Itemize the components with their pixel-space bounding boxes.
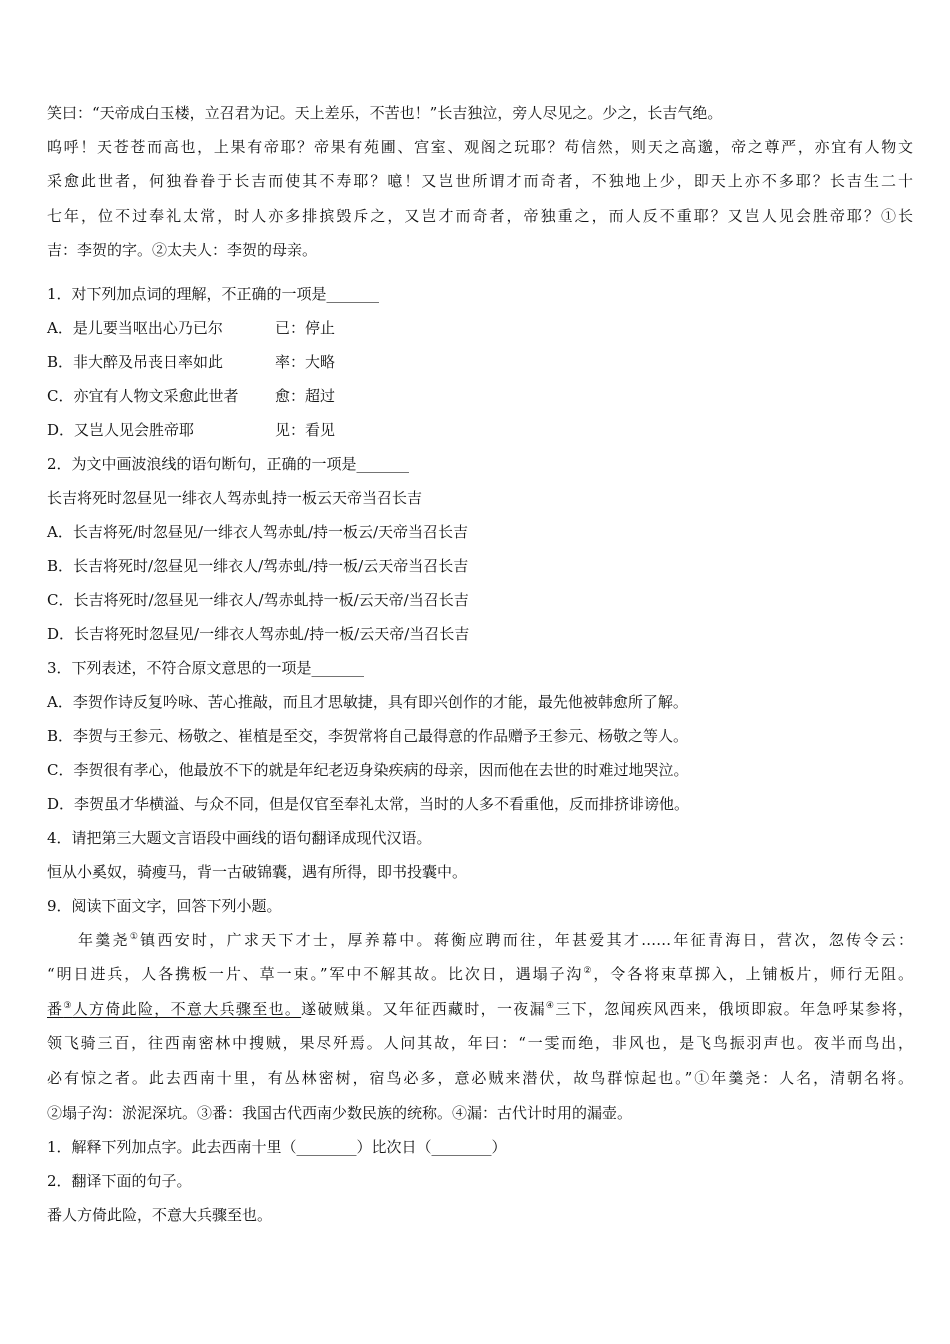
question-9-sub-1: 1．解释下列加点字。此去西南十里（________）比次日（________）: [47, 1138, 507, 1156]
question-4-sentence: 恒从小奚奴，骑瘦马，背一古破锦囊，遇有所得，即书投囊中。: [47, 863, 468, 881]
question-1-option-a: [47, 318, 913, 338]
text-run: 三下，忽闻疾风西来，俄顷即寂。年急呼某参将，: [555, 1000, 913, 1018]
option-gloss: 愈：超过: [275, 387, 336, 405]
question-1-stem: 1．对下列加点词的理解，不正确的一项是_______: [47, 285, 380, 303]
text-run: ，令各将束草掷入，上铺板片，师行无阻。: [593, 965, 913, 983]
footnote-marker: ③: [63, 1001, 73, 1011]
option-gloss: 已：停止: [275, 319, 336, 337]
question-4-stem: 4．请把第三大题文言语段中画线的语句翻译成现代汉语。: [47, 829, 432, 847]
passage-line: 七年，位不过奉礼太常，时人亦多排摈毁斥之，又岂才而奇者，帝独重之，而人反不重耶？又岂人见会胜帝耶？①长: [47, 207, 913, 225]
question-1-option-c: [47, 386, 913, 406]
text-run: “明日进兵，人各携板一片、草一束。”军中不解其故。比次日，遇塌子沟: [47, 965, 584, 983]
question-3-stem: 3．下列表述，不符合原文意思的一项是_______: [47, 659, 365, 677]
footnote-marker: ②: [583, 966, 594, 976]
text-run: 人方倚此险，不意大兵骤至也。: [72, 1000, 302, 1018]
passage-footnote: 吉：李贺的字。②太夫人：李贺的母亲。: [47, 241, 318, 259]
question-3-option-c: C．李贺很有孝心，他最放不下的就是年纪老迈身染疾病的母亲，因而他在去世的时难过地哭泣。: [47, 761, 689, 779]
option-term: C．亦宜有人物文采愈此世者: [47, 387, 239, 405]
question-1-option-d: [47, 420, 913, 440]
question-9-sub-2-sentence: 番人方倚此险，不意大兵骤至也。: [47, 1206, 273, 1224]
passage2-line: [78, 930, 913, 950]
text-run: 年羹尧: [78, 931, 130, 949]
question-3-option-a: A．李贺作诗反复吟咏、苦心推敲，而且才思敏捷，具有即兴创作的才能，最先他被韩愈所了解。: [47, 693, 688, 711]
question-2-option-a: A．长吉将死/时忽昼见/一绯衣人驾赤虬/持一板云/天帝当召长吉: [47, 523, 469, 541]
footnote-marker: ①: [129, 932, 141, 942]
passage2-line: 必有惊之者。此去西南十里，有丛林密树，宿鸟必多，意必贼来潜伏，故鸟群惊起也。”①年羹尧：人名，清朝名将。: [47, 1069, 913, 1087]
question-1-option-b: [47, 352, 913, 372]
question-9-stem: 9．阅读下面文字，回答下列小题。: [47, 897, 282, 915]
text-run: 镇西安时，广求天下才士，厚养幕中。蒋衡应聘而往，年甚爱其才……年征青海日，营次，忽传令云：: [140, 931, 913, 949]
option-gloss: 率：大略: [275, 353, 336, 371]
passage2-footnotes: ②塌子沟：淤泥深坑。③番：我国古代西南少数民族的统称。④漏：古代计时用的漏壶。: [47, 1104, 633, 1122]
text-run: 番: [47, 1000, 64, 1018]
question-2-option-d: D．长吉将死时忽昼见/一绯衣人驾赤虬/持一板/云天帝/当召长吉: [47, 625, 470, 643]
passage2-line: [47, 999, 913, 1019]
underlined-sentence: [47, 1000, 301, 1018]
option-gloss: 见：看见: [275, 421, 336, 439]
passage-line: 采愈此世者，何独眷眷于长吉而使其不寿耶？噫！又岂世所谓才而奇者，不独地上少，即天上亦不多耶？长吉生二十: [47, 172, 913, 190]
question-3-option-b: B．李贺与王参元、杨敬之、崔植是至交，李贺常将自己最得意的作品赠予王参元、杨敬之等人。: [47, 727, 689, 745]
option-term: A．是儿要当呕出心乃已尔: [47, 319, 223, 337]
option-term: B．非大醉及吊丧日率如此: [47, 353, 224, 371]
question-2-option-b: B．长吉将死时/忽昼见一绯衣人/驾赤虬/持一板/云天帝当召长吉: [47, 557, 469, 575]
text-run: 遂破贼巢。又年征西藏时，一夜漏: [301, 1000, 546, 1018]
question-2-option-c: C．长吉将死时/忽昼见一绯衣人/驾赤虬持一板/云天帝/当召长吉: [47, 591, 469, 609]
question-2-stem: 2．为文中画波浪线的语句断句，正确的一项是_______: [47, 455, 410, 473]
passage-line: 呜呼！天苍苍而高也，上果有帝耶？帝果有苑圃、宫室、观阁之玩耶？苟信然，则天之高邈，帝之尊严，亦宜有人物文: [47, 138, 913, 156]
question-9-sub-2: 2．翻译下面的句子。: [47, 1172, 192, 1190]
option-term: D．又岂人见会胜帝耶: [47, 421, 195, 439]
question-3-option-d: D．李贺虽才华横溢、与众不同，但是仅官至奉礼太常，当时的人多不看重他，反而排挤诽谤他。: [47, 795, 690, 813]
passage2-line: 领飞骑三百，往西南密林中搜贼，果尽歼焉。人问其故，年曰：“一雯而绝，非风也，是飞鸟振羽声也。夜半而鸟出，: [47, 1034, 913, 1052]
passage2-line: [47, 964, 913, 984]
question-2-sentence: 长吉将死时忽昼见一绯衣人驾赤虬持一板云天帝当召长吉: [47, 489, 423, 507]
footnote-marker: ④: [545, 1001, 556, 1011]
passage-line: 笑曰：“天帝成白玉楼，立召君为记。天上差乐，不苦也！”长吉独泣，旁人尽见之。少之，长吉气绝。: [47, 104, 723, 122]
